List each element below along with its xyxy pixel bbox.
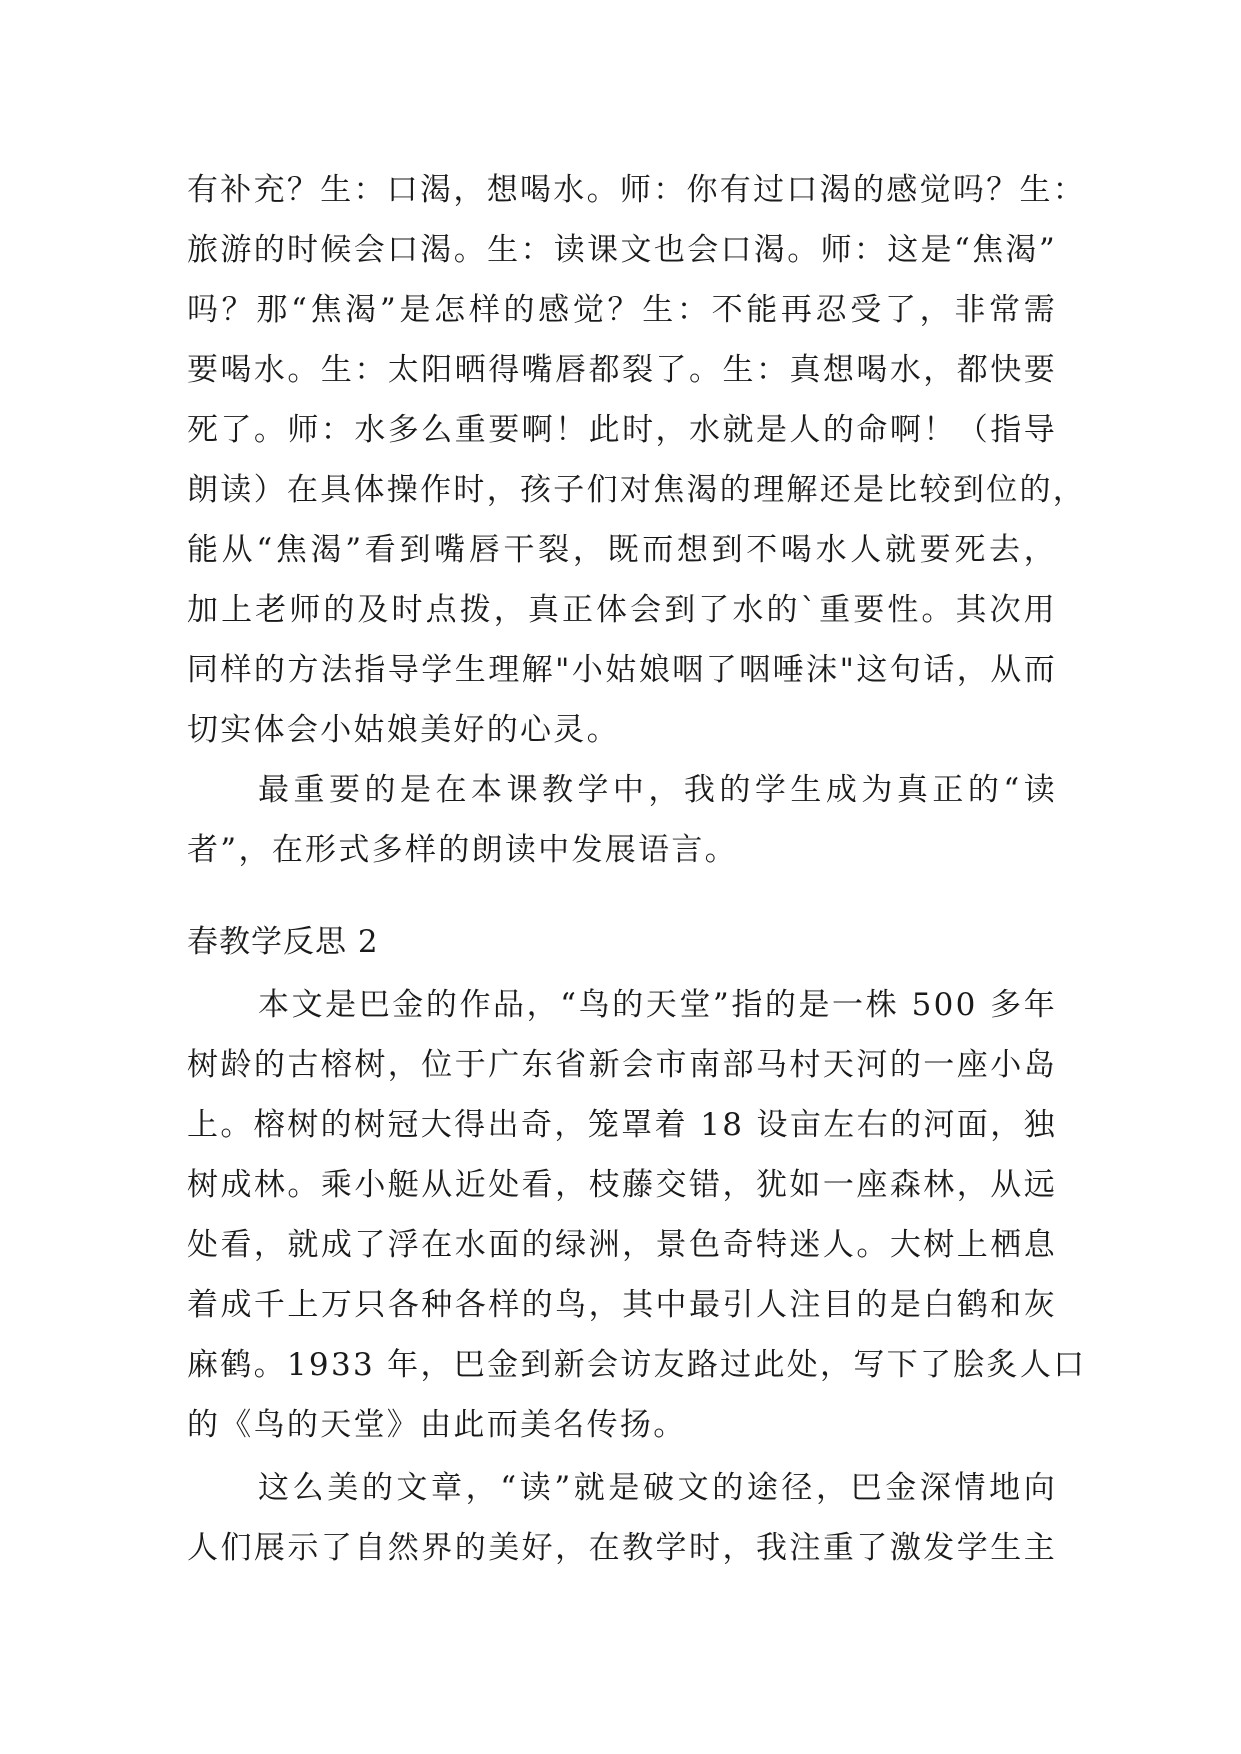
- section-heading: 春教学反思 2: [187, 924, 379, 960]
- text-line: 本文是巴金的作品，“鸟的天堂”指的是一株 500 多年: [258, 987, 1057, 1023]
- text-line: 切实体会小姑娘美好的心灵。: [187, 712, 620, 748]
- text-line: 朗读）在具体操作时，孩子们对焦渴的理解还是比较到位的，: [187, 472, 1087, 508]
- text-line: 死了。师：水多么重要啊！此时，水就是人的命啊！（指导: [187, 412, 1057, 448]
- text-line: 者”，在形式多样的朗读中发展语言。: [187, 832, 738, 868]
- text-line: 上。榕树的树冠大得出奇，笼罩着 18 设亩左右的河面，独: [187, 1107, 1057, 1143]
- text-line: 着成千上万只各种各样的鸟，其中最引人注目的是白鹤和灰: [187, 1287, 1057, 1323]
- text-line: 的《鸟的天堂》由此而美名传扬。: [187, 1407, 687, 1443]
- text-line: 有补充？生：口渴，想喝水。师：你有过口渴的感觉吗？生：: [187, 172, 1087, 208]
- text-line: 麻鹤。1933 年，巴金到新会访友路过此处，写下了脍炙人口: [187, 1347, 1087, 1383]
- text-line: 吗？那“焦渴”是怎样的感觉？生：不能再忍受了，非常需: [187, 292, 1057, 328]
- text-line: 最重要的是在本课教学中，我的学生成为真正的“读: [258, 772, 1057, 808]
- text-line: 处看，就成了浮在水面的绿洲，景色奇特迷人。大树上栖息: [187, 1227, 1057, 1263]
- text-line: 要喝水。生：太阳晒得嘴唇都裂了。生：真想喝水，都快要: [187, 352, 1057, 388]
- text-line: 能从“焦渴”看到嘴唇干裂，既而想到不喝水人就要死去，: [187, 532, 1057, 568]
- text-line: 这么美的文章，“读”就是破文的途径，巴金深情地向: [258, 1470, 1057, 1506]
- text-line: 同样的方法指导学生理解"小姑娘咽了咽唾沫"这句话，从而: [187, 652, 1057, 688]
- text-line: 树龄的古榕树，位于广东省新会市南部马村天河的一座小岛: [187, 1047, 1057, 1083]
- text-line: 人们展示了自然界的美好，在教学时，我注重了激发学生主: [187, 1530, 1057, 1566]
- text-line: 加上老师的及时点拨，真正体会到了水的`重要性。其次用: [187, 592, 1057, 628]
- text-line: 树成林。乘小艇从近处看，枝藤交错，犹如一座森林，从远: [187, 1167, 1057, 1203]
- text-line: 旅游的时候会口渴。生：读课文也会口渴。师：这是“焦渴”: [187, 232, 1057, 268]
